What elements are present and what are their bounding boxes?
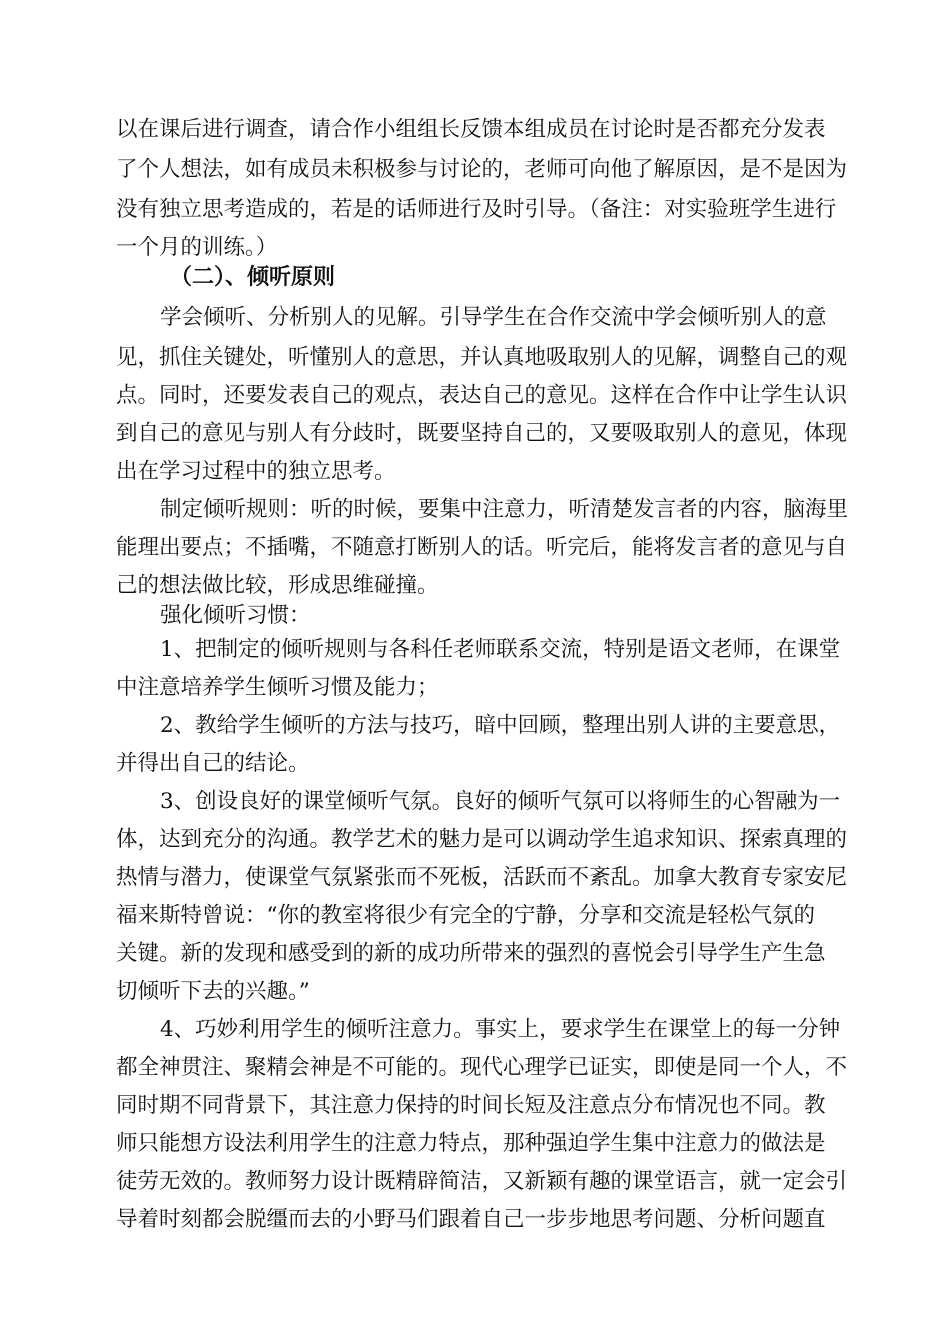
paragraph-line: 制定倾听规则：听的时候，要集中注意力，听清楚发言者的内容，脑海里 [160, 497, 849, 522]
paragraph-line: 了个人想法，如有成员未积极参与讨论的，老师可向他了解原因，是不是因为 [116, 157, 848, 182]
paragraph-line: 热情与潜力，使课堂气氛紧张而不死板，活跃而不紊乱。加拿大教育专家安尼 [116, 865, 848, 890]
paragraph-line: 能理出要点；不插嘴，不随意打断别人的话。听完后，能将发言者的意见与自 [116, 535, 848, 560]
paragraph-line: 己的想法做比较，形成思维碰撞。 [116, 573, 439, 598]
paragraph-line: 2、教给学生倾听的方法与技巧，暗中回顾，整理出别人讲的主要意思， [160, 713, 841, 738]
paragraph-line: 见，抓住关键处，听懂别人的意思，并认真地吸取别人的见解，调整自己的观 [116, 345, 848, 370]
paragraph-line: 一个月的训练。） [116, 235, 278, 260]
paragraph-line: 师只能想方设法利用学生的注意力特点，那种强迫学生集中注意力的做法是 [116, 1131, 826, 1156]
paragraph-line: 以在课后进行调查，请合作小组组长反馈本组成员在讨论时是否都充分发表 [116, 117, 826, 142]
paragraph-line: 福来斯特曾说：“你的教室将很少有完全的宁静，分享和交流是轻松气氛的 [116, 903, 815, 928]
paragraph-line: 体，达到充分的沟通。教学艺术的魅力是可以调动学生追求知识、探索真理的 [116, 827, 848, 852]
paragraph-line: 学会倾听、分析别人的见解。引导学生在合作交流中学会倾听别人的意 [160, 305, 827, 330]
paragraph-line: 强化倾听习惯： [160, 603, 311, 628]
paragraph-line: 同时期不同背景下，其注意力保持的时间长短及注意点分布情况也不同。教 [116, 1093, 826, 1118]
paragraph-line: 并得出自己的结论。 [116, 751, 310, 776]
section-heading: （二）、倾听原则 [170, 265, 336, 290]
paragraph-line: 中注意培养学生倾听习惯及能力； [116, 675, 439, 700]
paragraph-line: 导着时刻都会脱缰而去的小野马们跟着自己一步步地思考问题、分析问题直 [116, 1207, 826, 1232]
paragraph-line: 4、巧妙利用学生的倾听注意力。事实上，要求学生在课堂上的每一分钟 [160, 1017, 841, 1042]
paragraph-line: 1、把制定的倾听规则与各科任老师联系交流，特别是语文老师，在课堂 [160, 637, 841, 662]
paragraph-line: 到自己的意见与别人有分歧时，既要坚持自己的，又要吸取别人的意见，体现 [116, 421, 848, 446]
paragraph-line: 都全神贯注、聚精会神是不可能的。现代心理学已证实，即使是同一个人，不 [116, 1055, 848, 1080]
paragraph-line: 切倾听下去的兴趣。” [116, 979, 310, 1004]
paragraph-line: 关键。新的发现和感受到的新的成功所带来的强烈的喜悦会引导学生产生急 [116, 941, 826, 966]
paragraph-line: 没有独立思考造成的，若是的话师进行及时引导。（备注：对实验班学生进行 [116, 197, 837, 222]
paragraph-line: 出在学习过程中的独立思考。 [116, 459, 396, 484]
paragraph-line: 徒劳无效的。教师努力设计既精辟简洁，又新颖有趣的课堂语言，就一定会引 [116, 1169, 848, 1194]
paragraph-line: 3、创设良好的课堂倾听气氛。良好的倾听气氛可以将师生的心智融为一 [160, 789, 841, 814]
paragraph-line: 点。同时，还要发表自己的观点，表达自己的意见。这样在合作中让学生认识 [116, 383, 848, 408]
